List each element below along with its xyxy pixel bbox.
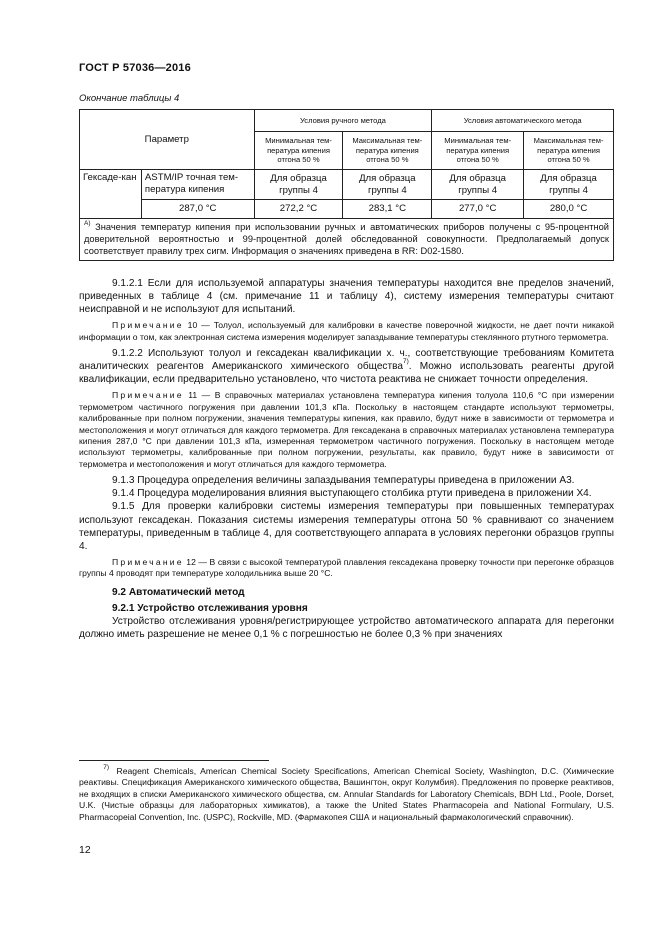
footnote-divider [79,760,269,761]
footnote-ref: 7) [402,358,409,366]
value-cell: 287,0 °C [141,200,254,219]
paragraph-9-1-2-2 [79,347,614,386]
auto-max-header: Максимальная тем-пература кипения отгона 50 % [524,132,614,170]
note-text: 11 — В справочных материалах установлена температура кипения толуола 110,6 °C при измерении термометром частичного погружения при давлении 101,3 кПа. Поскольку в настоящем стандарте используют термометры, калиброванные при полном погружении, значения температуры кипения, как правило, будут ниже в зависимости от термометра и местоположения и могут отличаться для каждого термометра. Для гексадекана в справочных материалах установлена температура кипения 287,0 °C при давлении 101,3 кПа, измеренная термометром частичного погружения. Поскольку в настоящем методе используют термометры, калиброванные при полном погружении, результаты, как правило, будут ниже в зависимости от термометра и местоположения и могут отличаться для каждого термометра. [79,390,614,469]
document-header: ГОСТ Р 57036—2016 [79,62,191,74]
paragraph-9-1-4: 9.1.4 Процедура моделирования влияния выступающего столбика ртути приведена в приложении Х4. [112,488,592,500]
group-cell: Для образца группы 4 [343,170,432,200]
value-cell: 277,0 °C [432,200,524,219]
heading-9-2: 9.2 Автоматический метод [112,586,245,598]
note-label: Примечание [112,556,184,567]
table-note-text: Значения температур кипения при использовании ручных и автоматических приборов получены с 95-процентной доверительной вероятностью и 99-процентной долей обследованной совокупности. Предполагаемый допуск соответствует правилу трех сигм. Информация о значениях приведена в RR: D02-1580. [84,222,609,256]
note-11 [79,390,614,470]
auto-method-header: Условия автоматического метода [432,110,614,132]
footnote [79,766,614,823]
param-header: Параметр [80,110,255,170]
table-note [80,219,614,261]
note-text: 12 — В связи с высокой температурой плавления гексадекана проверку точности при перегонке образцов группы 4 проводят при температуре холодильника выше 20 °C. [79,556,614,579]
param-cell: ASTM/IP точная тем-пература кипения [141,170,254,200]
note-12 [79,557,614,580]
note-label: Примечание [112,320,184,331]
manual-min-header: Минимальная тем-пература кипения отгона 50 % [254,132,343,170]
substance-cell: Гексаде-кан [80,170,142,219]
calibration-table [79,109,614,261]
value-cell: 280,0 °C [524,200,614,219]
group-cell: Для образца группы 4 [254,170,343,200]
document-body [79,277,614,641]
group-cell: Для образца группы 4 [432,170,524,200]
auto-min-header: Минимальная тем-пература кипения отгона 50 % [432,132,524,170]
note-10 [79,320,614,343]
paragraph-text: . Можно использовать реагенты другой квалификации, если предварительно установлено, что чистота реактива не снижает точности определения. [79,361,614,386]
paragraph-9-2-1: Устройство отслеживания уровня/регистрирующее устройство автоматического аппарата для перегонки должно иметь разрешение не менее 0,1 % с погрешностью не более 0,3 % при значениях [79,615,614,640]
manual-method-header: Условия ручного метода [254,110,432,132]
group-cell: Для образца группы 4 [524,170,614,200]
footnote-text: Reagent Chemicals, American Chemical Society Specifications, American Chemical Society, Washington, D.C. (Химические реактивы. Спецификация Американского химического общества, Вашингтон, округ Колумбия). Предложения по проверке реактивов, не входящих в списки Американского химического общества, см. Annular Standards for Laboratory Chemicals, BDH Ltd., Poole, Dorset, U.K. (Чистые образцы для лабораторных химикатов), а также the United States Pharmacopeia and National Formulary, U.S. Pharmacopeial Convention, Inc. (USPC), Rockville, MD. (Фармакопея США и национальный фармакологический справочник). [79,766,614,822]
paragraph-9-1-5: 9.1.5 Для проверки калибровки системы измерения температуры при повышенных температурах используют гексадекан. Показания системы измерения температуры отгона 50 % сравнивают со значением температуры, приведенным в таблице 4, для соответствующего аппарата в условиях перегонки образцов группы 4. [79,501,614,552]
value-cell: 272,2 °C [254,200,343,219]
page-number: 12 [79,844,91,856]
value-cell: 283,1 °C [343,200,432,219]
heading-9-2-1: 9.2.1 Устройство отслеживания уровня [112,602,308,614]
paragraph-9-1-3: 9.1.3 Процедура определения величины запаздывания температуры приведена в приложении А3. [112,475,575,487]
manual-max-header: Максимальная тем-пература кипения отгона 50 % [343,132,432,170]
paragraph-9-1-2-1: 9.1.2.1 Если для используемой аппаратуры значения температуры находится вне пределов значений, приведенных в таблице 4 (см. примечание 11 и таблицу 4), систему измерения температуры считают неисправной и не используют для испытаний. [79,278,614,316]
table-note-mark: A) [84,220,91,227]
table-caption: Окончание таблицы 4 [79,93,180,104]
paragraph-text: 9.1.2.2 Используют толуол и гексадекан квалификации х. ч., соответствующие требованиям Комитета аналитических реагентов Американского химического общества [79,348,614,373]
footnote-mark: 7) [103,764,109,771]
note-label: Примечание [112,390,184,401]
note-text: 10 — Толуол, используемый для калибровки в качестве поверочной жидкости, не дает почти никакой информации о том, как электронная система измерения моделирует запаздывание температуры стеклянного ртутного термометра. [79,320,614,342]
